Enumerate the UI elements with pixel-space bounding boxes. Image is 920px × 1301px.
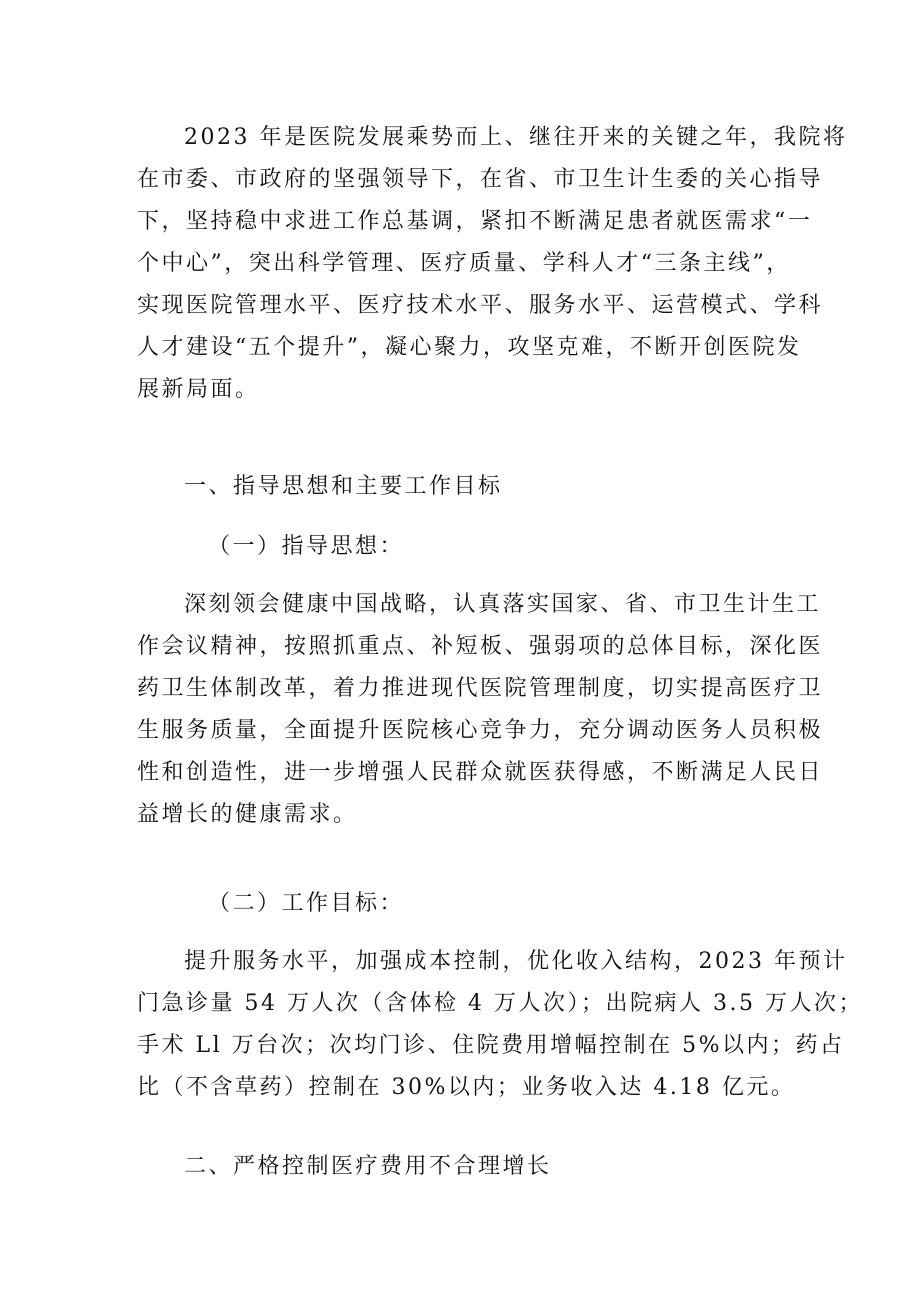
intro-paragraph <box>137 117 848 411</box>
paragraph-line: 药卫生体制改革，着力推进现代医院管理制度，切实提高医疗卫 <box>137 676 824 701</box>
paragraph-line: 个中心”，突出科学管理、医疗质量、学科人才“三条主线”， <box>137 251 791 276</box>
paragraph-line: 在市委、市政府的坚强领导下，在省、市卫生计生委的关心指导 <box>137 167 824 192</box>
subsection-heading-guiding-ideology: （一）指导思想： <box>208 534 405 559</box>
paragraph-line: 性和创造性，进一步增强人民群众就医获得感，不断满足人民日 <box>137 760 824 785</box>
paragraph-line: 深刻领会健康中国战略，认真落实国家、省、市卫生计生工 <box>184 592 822 617</box>
paragraph-line: 实现医院管理水平、医疗技术水平、服务水平、运营模式、学科 <box>137 293 824 318</box>
subsection-heading-work-goals: （二）工作目标： <box>208 891 405 916</box>
paragraph-line: 提升服务水平，加强成本控制，优化收入结构，2023 年预计 <box>184 949 848 974</box>
section-heading-guiding-ideology-and-goals: 一、指导思想和主要工作目标 <box>184 474 503 499</box>
paragraph-line: 下，坚持稳中求进工作总基调，紧扣不断满足患者就医需求“一 <box>137 209 813 234</box>
paragraph-line: 展新局面。 <box>137 377 260 402</box>
paragraph-line: 人才建设“五个提升”，凝心聚力，攻坚克难，不断开创医院发 <box>137 335 802 360</box>
paragraph-line: 门急诊量 54 万人次（含体检 4 万人次）；出院病人 3.5 万人次； <box>137 991 863 1016</box>
paragraph-line: 生服务质量，全面提升医院核心竞争力，充分调动医务人员积极 <box>137 718 824 743</box>
section-heading-control-medical-costs: 二、严格控制医疗费用不合理增长 <box>184 1154 552 1179</box>
paragraph-line: 益增长的健康需求。 <box>137 802 358 827</box>
paragraph-line: 手术 Ll 万台次；次均门诊、住院费用增幅控制在 5%以内；药占 <box>137 1033 845 1058</box>
paragraph-line: 2023 年是医院发展乘势而上、继往开来的关键之年，我院将 <box>184 125 848 150</box>
paragraph-line: 作会议精神，按照抓重点、补短板、强弱项的总体目标，深化医 <box>137 634 824 659</box>
work-goals-paragraph <box>137 941 863 1109</box>
guiding-ideology-paragraph <box>137 584 824 836</box>
paragraph-line: 比（不含草药）控制在 30%以内；业务收入达 4.18 亿元。 <box>137 1075 796 1100</box>
